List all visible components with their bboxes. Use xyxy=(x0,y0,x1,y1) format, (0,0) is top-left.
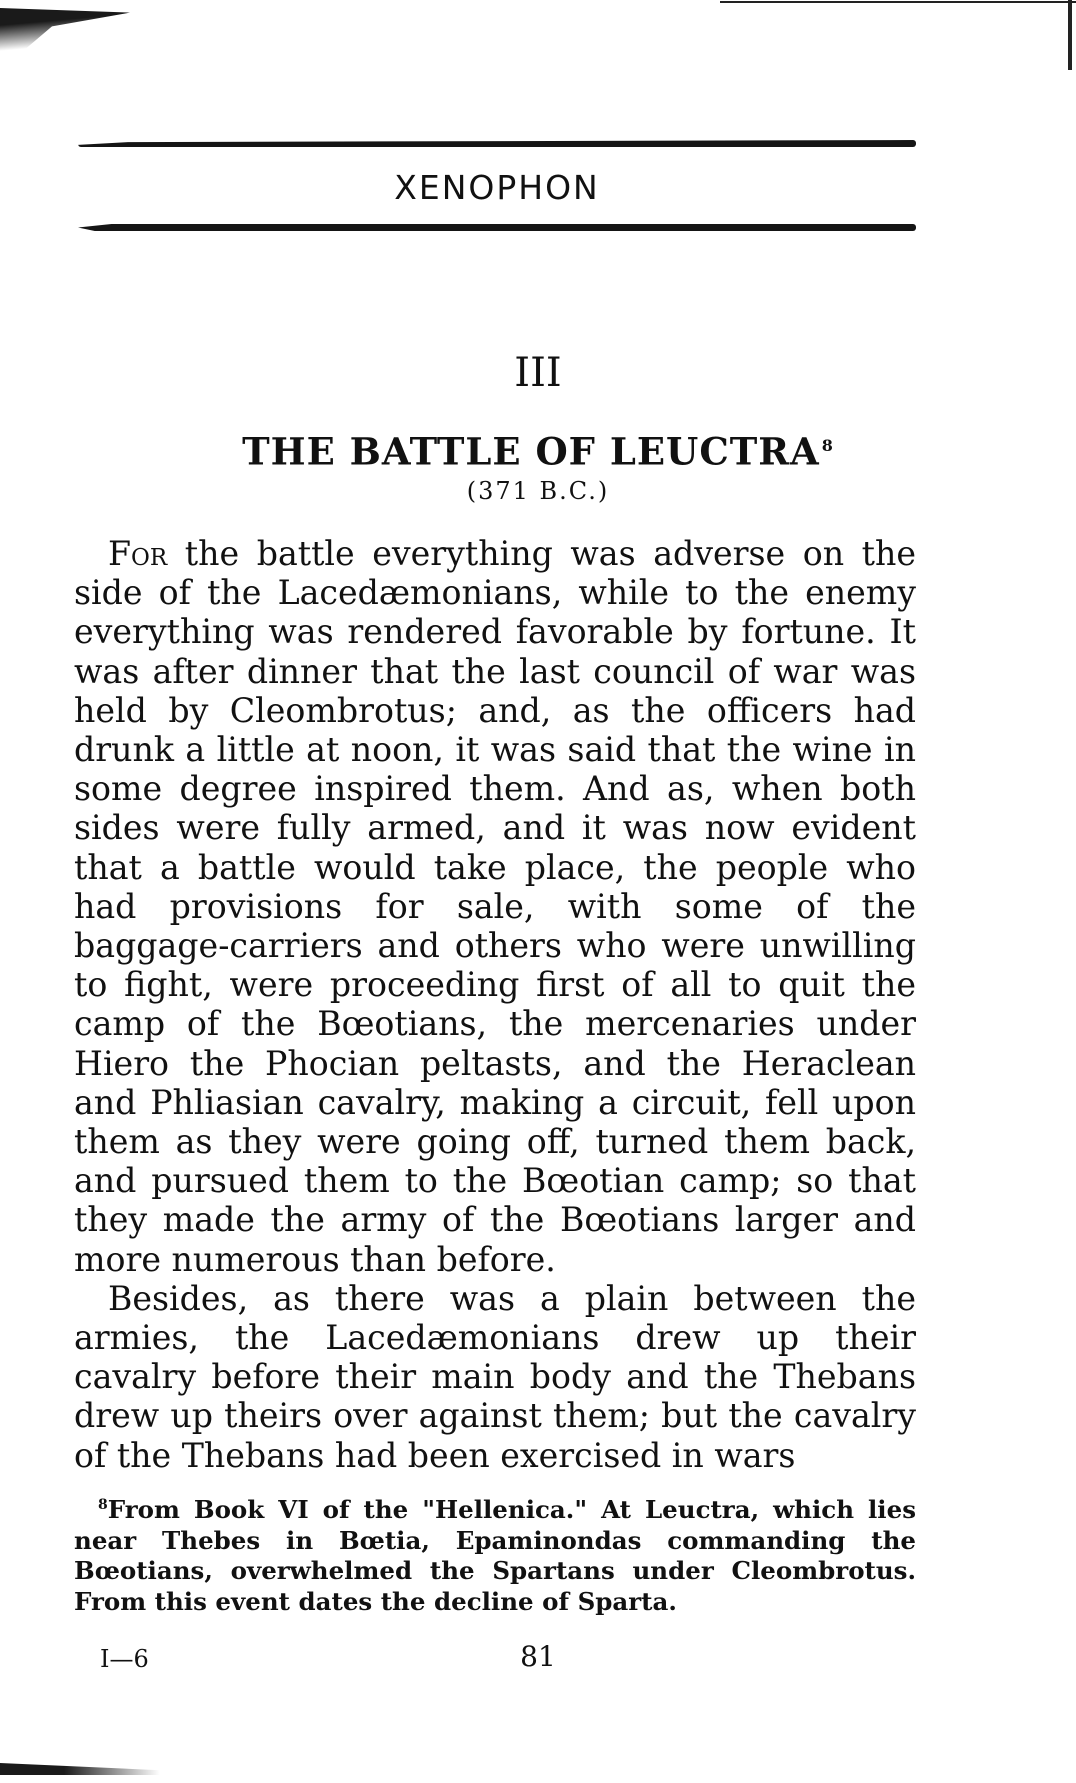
scan-edge-mark-top-left xyxy=(0,8,130,54)
footnote-paragraph xyxy=(74,1490,916,1617)
scan-edge-line-right xyxy=(1068,0,1072,70)
scan-edge-mark-bottom-left xyxy=(0,1763,160,1775)
footnote-marker: 8 xyxy=(98,1497,108,1513)
header-rule-top xyxy=(78,140,916,147)
chapter-title: THE BATTLE OF LEUCTRA xyxy=(242,429,820,474)
signature-mark: I—6 xyxy=(100,1645,149,1673)
running-head: XENOPHON xyxy=(394,168,600,207)
page-number: 81 xyxy=(520,1640,556,1673)
chapter-number: III xyxy=(514,350,562,396)
chapter-date: (371 B.C.) xyxy=(466,477,610,505)
chapter-title-block xyxy=(0,422,1076,475)
header-rule-bottom xyxy=(78,224,916,231)
paragraph: Besides, as there was a plain between the armies, the Lacedæmonians drew up their cavalry before their main body and the Thebans drew up theirs over against them; but the cavalry of the Thebans had been exercised in wars xyxy=(74,1278,916,1475)
lead-word: For xyxy=(108,534,168,573)
paragraph xyxy=(74,534,916,1279)
footnote-reference: 8 xyxy=(821,436,834,455)
footnote-text: From Book VI of the "Hellenica." At Leuctra, which lies near Thebes in Bœtia, Epaminondas commanding the Bœotians, overwhelmed the Spartans under Cleombrotus. From this event dates the decline of Sparta. xyxy=(74,1495,916,1616)
paragraph-text: the battle everything was adverse on the side of the Lacedæmonians, while to the enemy everything was rendered favorable by fortune. It was after dinner that the last council of war was held by Cleombrotus; and, as the officers had drunk a little at noon, it was said that the wine in some degree inspired them. And as, when both sides were fully armed, and it was now evident that a battle would take place, the people who had provisions for sale, with some of the baggage-carriers and others who were unwilling to fight, were proceeding first of all to quit the camp of the Bœotians, the mercenaries under Hiero the Phocian peltasts, and the Heraclean and Phliasian cavalry, making a circuit, fell upon them as they were going off, turned them back, and pursued them to the Bœotian camp; so that they made the army of the Bœotians larger and more numerous than before. xyxy=(74,534,916,1279)
footnote xyxy=(74,1490,916,1617)
scan-edge-line-top xyxy=(720,1,1076,3)
body-text xyxy=(74,534,916,1475)
